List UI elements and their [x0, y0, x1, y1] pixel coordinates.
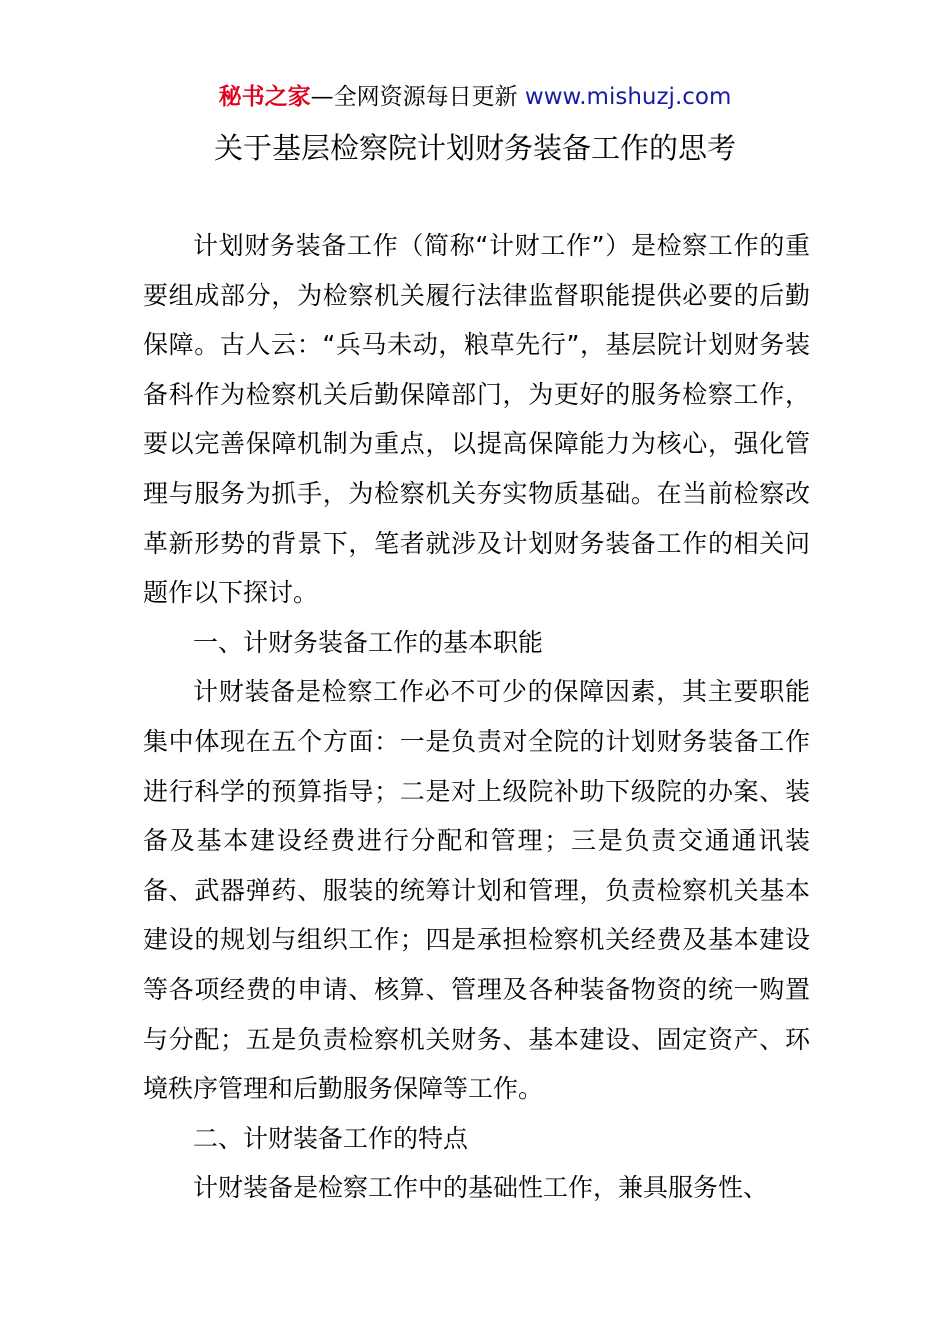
document-title: 关于基层检察院计划财务装备工作的思考: [213, 131, 736, 165]
paragraph-functions: 计财装备是检察工作必不可少的保障因素，其主要职能集中体现在五个方面：一是负责对全院的计划财务装备工作进行科学的预算指导；二是对上级院补助下级院的办案、装备及基本建设经费进行分配和管理；三是负责交通通讯装备、武器弹药、服装的统筹计划和管理，负责检察机关基本建设的规划与组织工作；四是承担检察机关经费及基本建设等各项经费的申请、核算、管理及各种装备物资的统一购置与分配；五是负责检察机关财务、基本建设、固定资产、环境秩序管理和后勤服务保障等工作。: [143, 677, 810, 1104]
paragraph-features: 计财装备是检察工作中的基础性工作，兼具服务性、: [193, 1173, 769, 1203]
document-body: [143, 221, 810, 1213]
section-heading-1: 一、计财务装备工作的基本职能: [193, 627, 544, 657]
site-header: [0, 80, 950, 114]
site-brand: 秘书之家: [218, 84, 311, 110]
section-heading-2: 二、计财装备工作的特点: [193, 1123, 469, 1153]
site-tagline: —全网资源每日更新: [310, 84, 525, 110]
paragraph-intro: 计划财务装备工作（简称“计财工作”）是检察工作的重要组成部分，为检察机关履行法律监督职能提供必要的后勤保障。古人云：“兵马未动，粮草先行”，基层院计划财务装备科作为检察机关后勤保障部门，为更好的服务检察工作，要以完善保障机制为重点，以提高保障能力为核心，强化管理与服务为抓手，为检察机关夯实物质基础。在当前检察改革新形势的背景下，笔者就涉及计划财务装备工作的相关问题作以下探讨。: [143, 231, 810, 608]
site-url-link[interactable]: www.mishuzj.com: [524, 84, 732, 110]
